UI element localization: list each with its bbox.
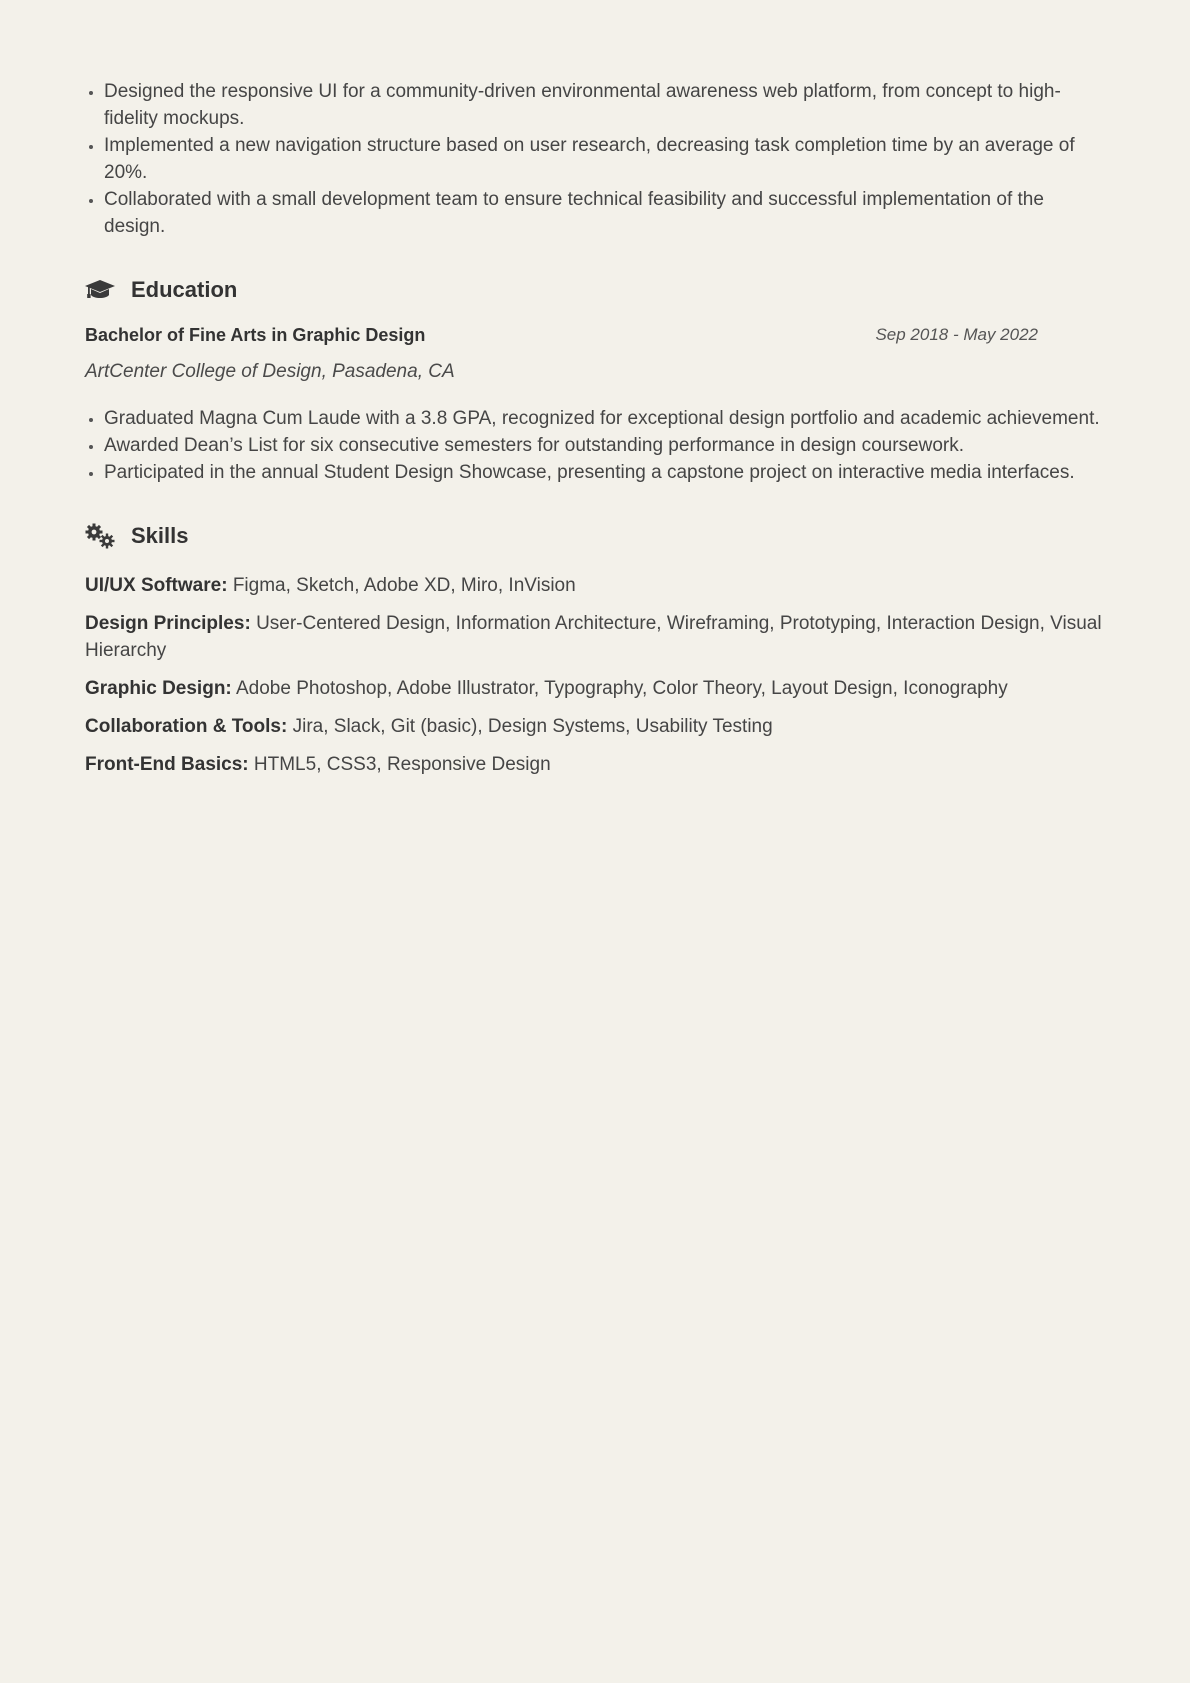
skills-list [85,572,1110,778]
skill-row [85,713,1110,740]
education-bullet: Participated in the annual Student Design Showcase, presenting a capstone project on interactive media interfaces. [104,459,1110,486]
skill-value: Adobe Photoshop, Adobe Illustrator, Typography, Color Theory, Layout Design, Iconography [235,678,1008,699]
skills-section-header [85,521,1110,551]
skill-row [85,751,1110,778]
gears-icon [85,523,115,549]
resume-page [85,78,1110,778]
skill-value: User-Centered Design, Information Architecture, Wireframing, Prototyping, Interaction Design, Visual Hierarchy [85,613,1102,661]
education-bullet: Graduated Magna Cum Laude with a 3.8 GPA, recognized for exceptional design portfolio and academic achievement. [104,405,1110,432]
skill-label: Front-End Basics: [85,754,249,775]
education-bullet: Awarded Dean’s List for six consecutive semesters for outstanding performance in design coursework. [104,432,1110,459]
skill-row [85,610,1110,664]
skill-value: Figma, Sketch, Adobe XD, Miro, InVision [232,575,576,596]
degree-title: Bachelor of Fine Arts in Graphic Design [85,325,426,345]
education-section-header [85,275,1110,305]
skill-row [85,572,1110,599]
experience-bullet: Collaborated with a small development team to ensure technical feasibility and successful implementation of the design. [104,186,1110,240]
experience-bullet: Implemented a new navigation structure based on user research, decreasing task completion time by an average of 20%. [104,132,1110,186]
graduation-cap-icon [85,277,115,303]
skill-label: UI/UX Software: [85,575,228,596]
school-name: ArtCenter College of Design, Pasadena, CA [85,361,455,382]
education-bullet-list [85,405,1110,486]
skill-label: Graphic Design: [85,678,232,699]
skill-value: HTML5, CSS3, Responsive Design [253,754,551,775]
skill-row [85,675,1110,702]
education-entry-header [85,325,1110,351]
experience-bullet: Designed the responsive UI for a community-driven environmental awareness web platform, from concept to high-fidelity mockups. [104,78,1110,132]
skill-label: Design Principles: [85,613,251,634]
experience-bullet-list [85,78,1110,240]
skills-section-title: Skills [131,523,189,548]
skill-label: Collaboration & Tools: [85,716,288,737]
education-dates: Sep 2018 - May 2022 [875,325,1038,344]
skill-value: Jira, Slack, Git (basic), Design Systems, Usability Testing [292,716,773,737]
education-section-title: Education [131,277,238,302]
